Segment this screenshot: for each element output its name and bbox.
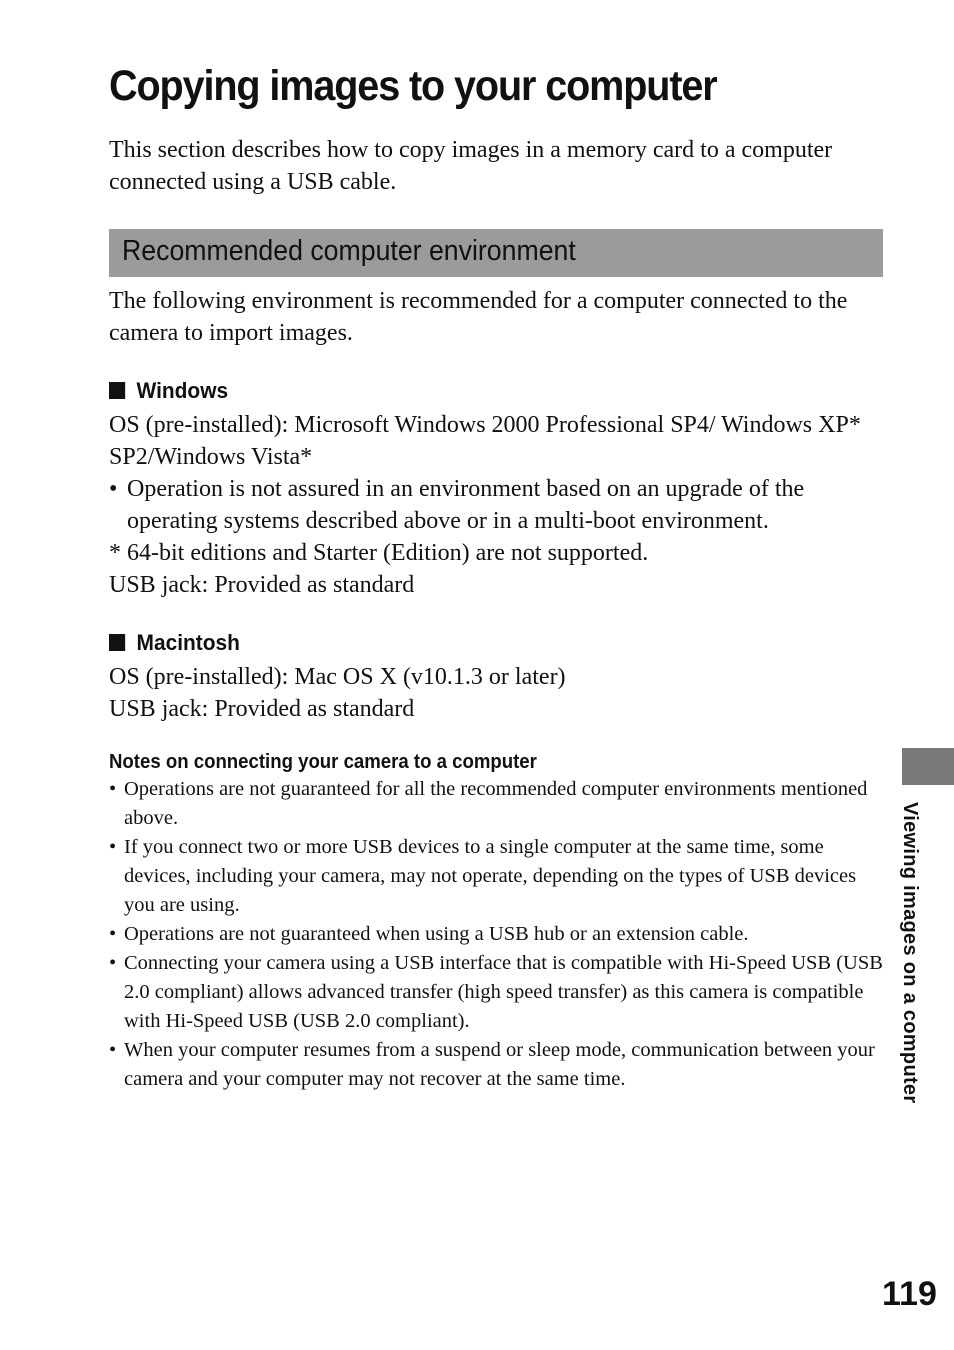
bullet-dot: •	[109, 778, 117, 800]
page-title: Copying images to your computer	[109, 62, 717, 110]
windows-bullet-text: Operation is not assured in an environment based on an upgrade of the operating systems described above or in a multi-boot environment.	[127, 476, 805, 534]
note-text: When your computer resumes from a suspend or sleep mode, communication between your camera and your computer may not recover at the same time.	[124, 1039, 875, 1090]
list-item	[109, 1036, 884, 1094]
macintosh-heading-label: Macintosh	[136, 630, 240, 655]
list-item	[109, 833, 884, 920]
windows-block	[109, 409, 889, 601]
section-heading: Recommended computer environment	[122, 235, 576, 267]
note-text: Operations are not guaranteed when using a USB hub or an extension cable.	[124, 923, 749, 945]
bullet-dot: •	[109, 952, 117, 974]
macintosh-heading	[109, 629, 240, 657]
notes-title: Notes on connecting your camera to a computer	[109, 751, 537, 773]
bullet-dot: •	[109, 923, 117, 945]
windows-bullet	[109, 473, 889, 537]
windows-heading-label: Windows	[136, 378, 229, 403]
section-heading-bar	[109, 229, 883, 277]
windows-os: OS (pre-installed): Microsoft Windows 2000 Professional SP4/ Windows XP* SP2/Windows Vista*	[109, 412, 861, 470]
intro-paragraph: This section describes how to copy images in a memory card to a computer connected using a USB cable.	[109, 137, 833, 195]
windows-footnote: * 64-bit editions and Starter (Edition) are not supported.	[109, 540, 649, 566]
macintosh-os: OS (pre-installed): Mac OS X (v10.1.3 or later)	[109, 664, 566, 690]
square-bullet-icon	[109, 634, 125, 651]
list-item	[109, 920, 884, 949]
note-text: Operations are not guaranteed for all the recommended computer environments mentioned above.	[124, 778, 868, 829]
environment-intro: The following environment is recommended for a computer connected to the camera to import images.	[109, 288, 848, 346]
macintosh-block	[109, 661, 889, 725]
note-text: If you connect two or more USB devices to a single computer at the same time, some devices, including your camera, may not operate, depending on the types of USB devices you are using.	[124, 836, 857, 916]
list-item	[109, 775, 884, 833]
chapter-tab-marker	[902, 748, 954, 785]
note-text: Connecting your camera using a USB interface that is compatible with Hi-Speed USB (USB 2.0 compliant) allows advanced transfer (high speed transfer) as this camera is compatible with Hi-Speed USB (USB 2.0 compliant).	[124, 952, 883, 1032]
chapter-side-label: Viewing images on a computer	[899, 802, 921, 1104]
bullet-dot: •	[109, 836, 117, 858]
bullet-dot: •	[109, 1039, 117, 1061]
windows-usb: USB jack: Provided as standard	[109, 572, 415, 598]
windows-heading	[109, 377, 228, 405]
list-item	[109, 949, 884, 1036]
notes-list	[109, 775, 884, 1094]
macintosh-usb: USB jack: Provided as standard	[109, 696, 415, 722]
bullet-dot: •	[109, 476, 118, 502]
page-number: 119	[882, 1275, 937, 1313]
square-bullet-icon	[109, 382, 125, 399]
